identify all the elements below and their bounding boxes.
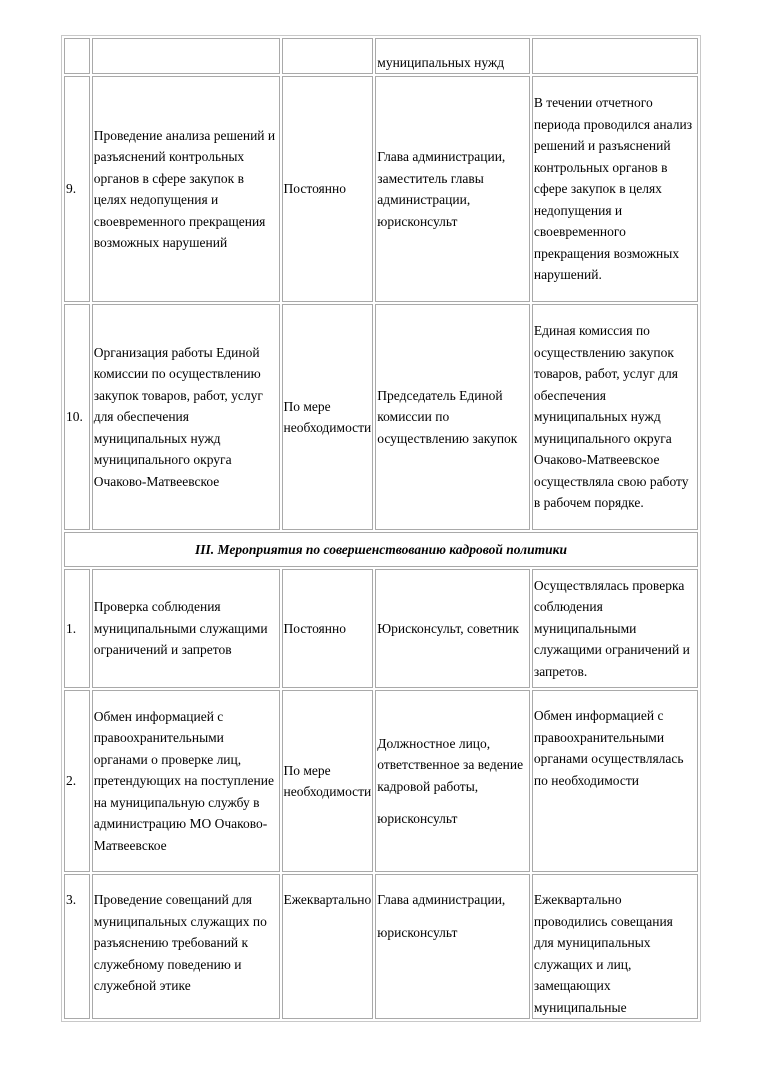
responsible-line: юрисконсульт — [377, 924, 458, 940]
result-cell: Единая комиссия по осуществлению закупок товаров, работ, услуг для обеспечения муниципальных нужд муниципального округа Очаково-Матвеевское осуществляла свою работу в рабочем порядке. — [532, 304, 698, 530]
responsible-line: Должностное лицо, ответственное за ведение кадровой работы, — [377, 735, 524, 794]
result-cell: Ежеквартально проводились совещания для муниципальных служащих и лиц, замещающих муниципальные — [532, 874, 698, 1019]
row-number — [64, 38, 90, 74]
table-row — [64, 874, 698, 1019]
table-row — [64, 76, 698, 302]
result-cell: Осуществлялась проверка соблюдения муниципальными служащими ограничений и запретов. — [532, 569, 698, 688]
row-number: 1. — [64, 569, 90, 688]
event-cell: Проведение анализа решений и разъяснений контрольных органов в сфере закупок в целях недопущения и своевременного прекращения возможных нарушений — [92, 76, 280, 302]
term-cell: По мере необходимости — [282, 690, 374, 872]
table-row — [64, 304, 698, 530]
responsible-cell: муниципальных нужд — [375, 38, 530, 74]
measures-table — [61, 35, 701, 1022]
row-number: 3. — [64, 874, 90, 1019]
table-row — [64, 38, 698, 74]
term-cell — [282, 38, 374, 74]
responsible-cell: Председатель Единой комиссии по осуществлению закупок — [375, 304, 530, 530]
event-cell: Обмен информацией с правоохранительными органами о проверке лиц, претендующих на поступление на муниципальную службу в администрацию МО Очаково-Матвеевское — [92, 690, 280, 872]
term-cell: Постоянно — [282, 569, 374, 688]
section-title: III. Мероприятия по совершенствованию кадровой политики — [64, 532, 698, 567]
table-row — [64, 690, 698, 872]
row-number: 10. — [64, 304, 90, 530]
term-cell: Постоянно — [282, 76, 374, 302]
responsible-cell — [375, 690, 530, 872]
section-header-row — [64, 532, 698, 567]
row-number: 2. — [64, 690, 90, 872]
responsible-line: юрисконсульт — [377, 811, 458, 826]
event-cell: Проверка соблюдения муниципальными служащими ограничений и запретов — [92, 569, 280, 688]
row-number: 9. — [64, 76, 90, 302]
responsible-cell: Юрисконсульт, советник — [375, 569, 530, 688]
table-row — [64, 569, 698, 688]
event-cell: Организация работы Единой комиссии по осуществлению закупок товаров, работ, услуг для обеспечения муниципальных нужд муниципального округа Очаково-Матвеевское — [92, 304, 280, 530]
event-cell — [92, 38, 280, 74]
event-cell: Проведение совещаний для муниципальных служащих по разъяснению требований к служебному поведению и служебной этике — [92, 874, 280, 1019]
responsible-cell: Глава администрации, заместитель главы администрации, юрисконсульт — [375, 76, 530, 302]
responsible-line: Глава администрации, — [377, 892, 506, 907]
term-cell: Ежеквартально — [282, 874, 374, 1019]
result-cell — [532, 38, 698, 74]
result-cell: В течении отчетного периода проводился анализ решений и разъяснений контрольных органов в сфере закупок в целях недопущения и своевременного прекращения возможных нарушений. — [532, 76, 698, 302]
term-cell: По мере необходимости — [282, 304, 374, 530]
result-cell: Обмен информацией с правоохранительными органами осуществлялась по необходимости — [532, 690, 698, 872]
responsible-cell — [375, 874, 530, 1019]
